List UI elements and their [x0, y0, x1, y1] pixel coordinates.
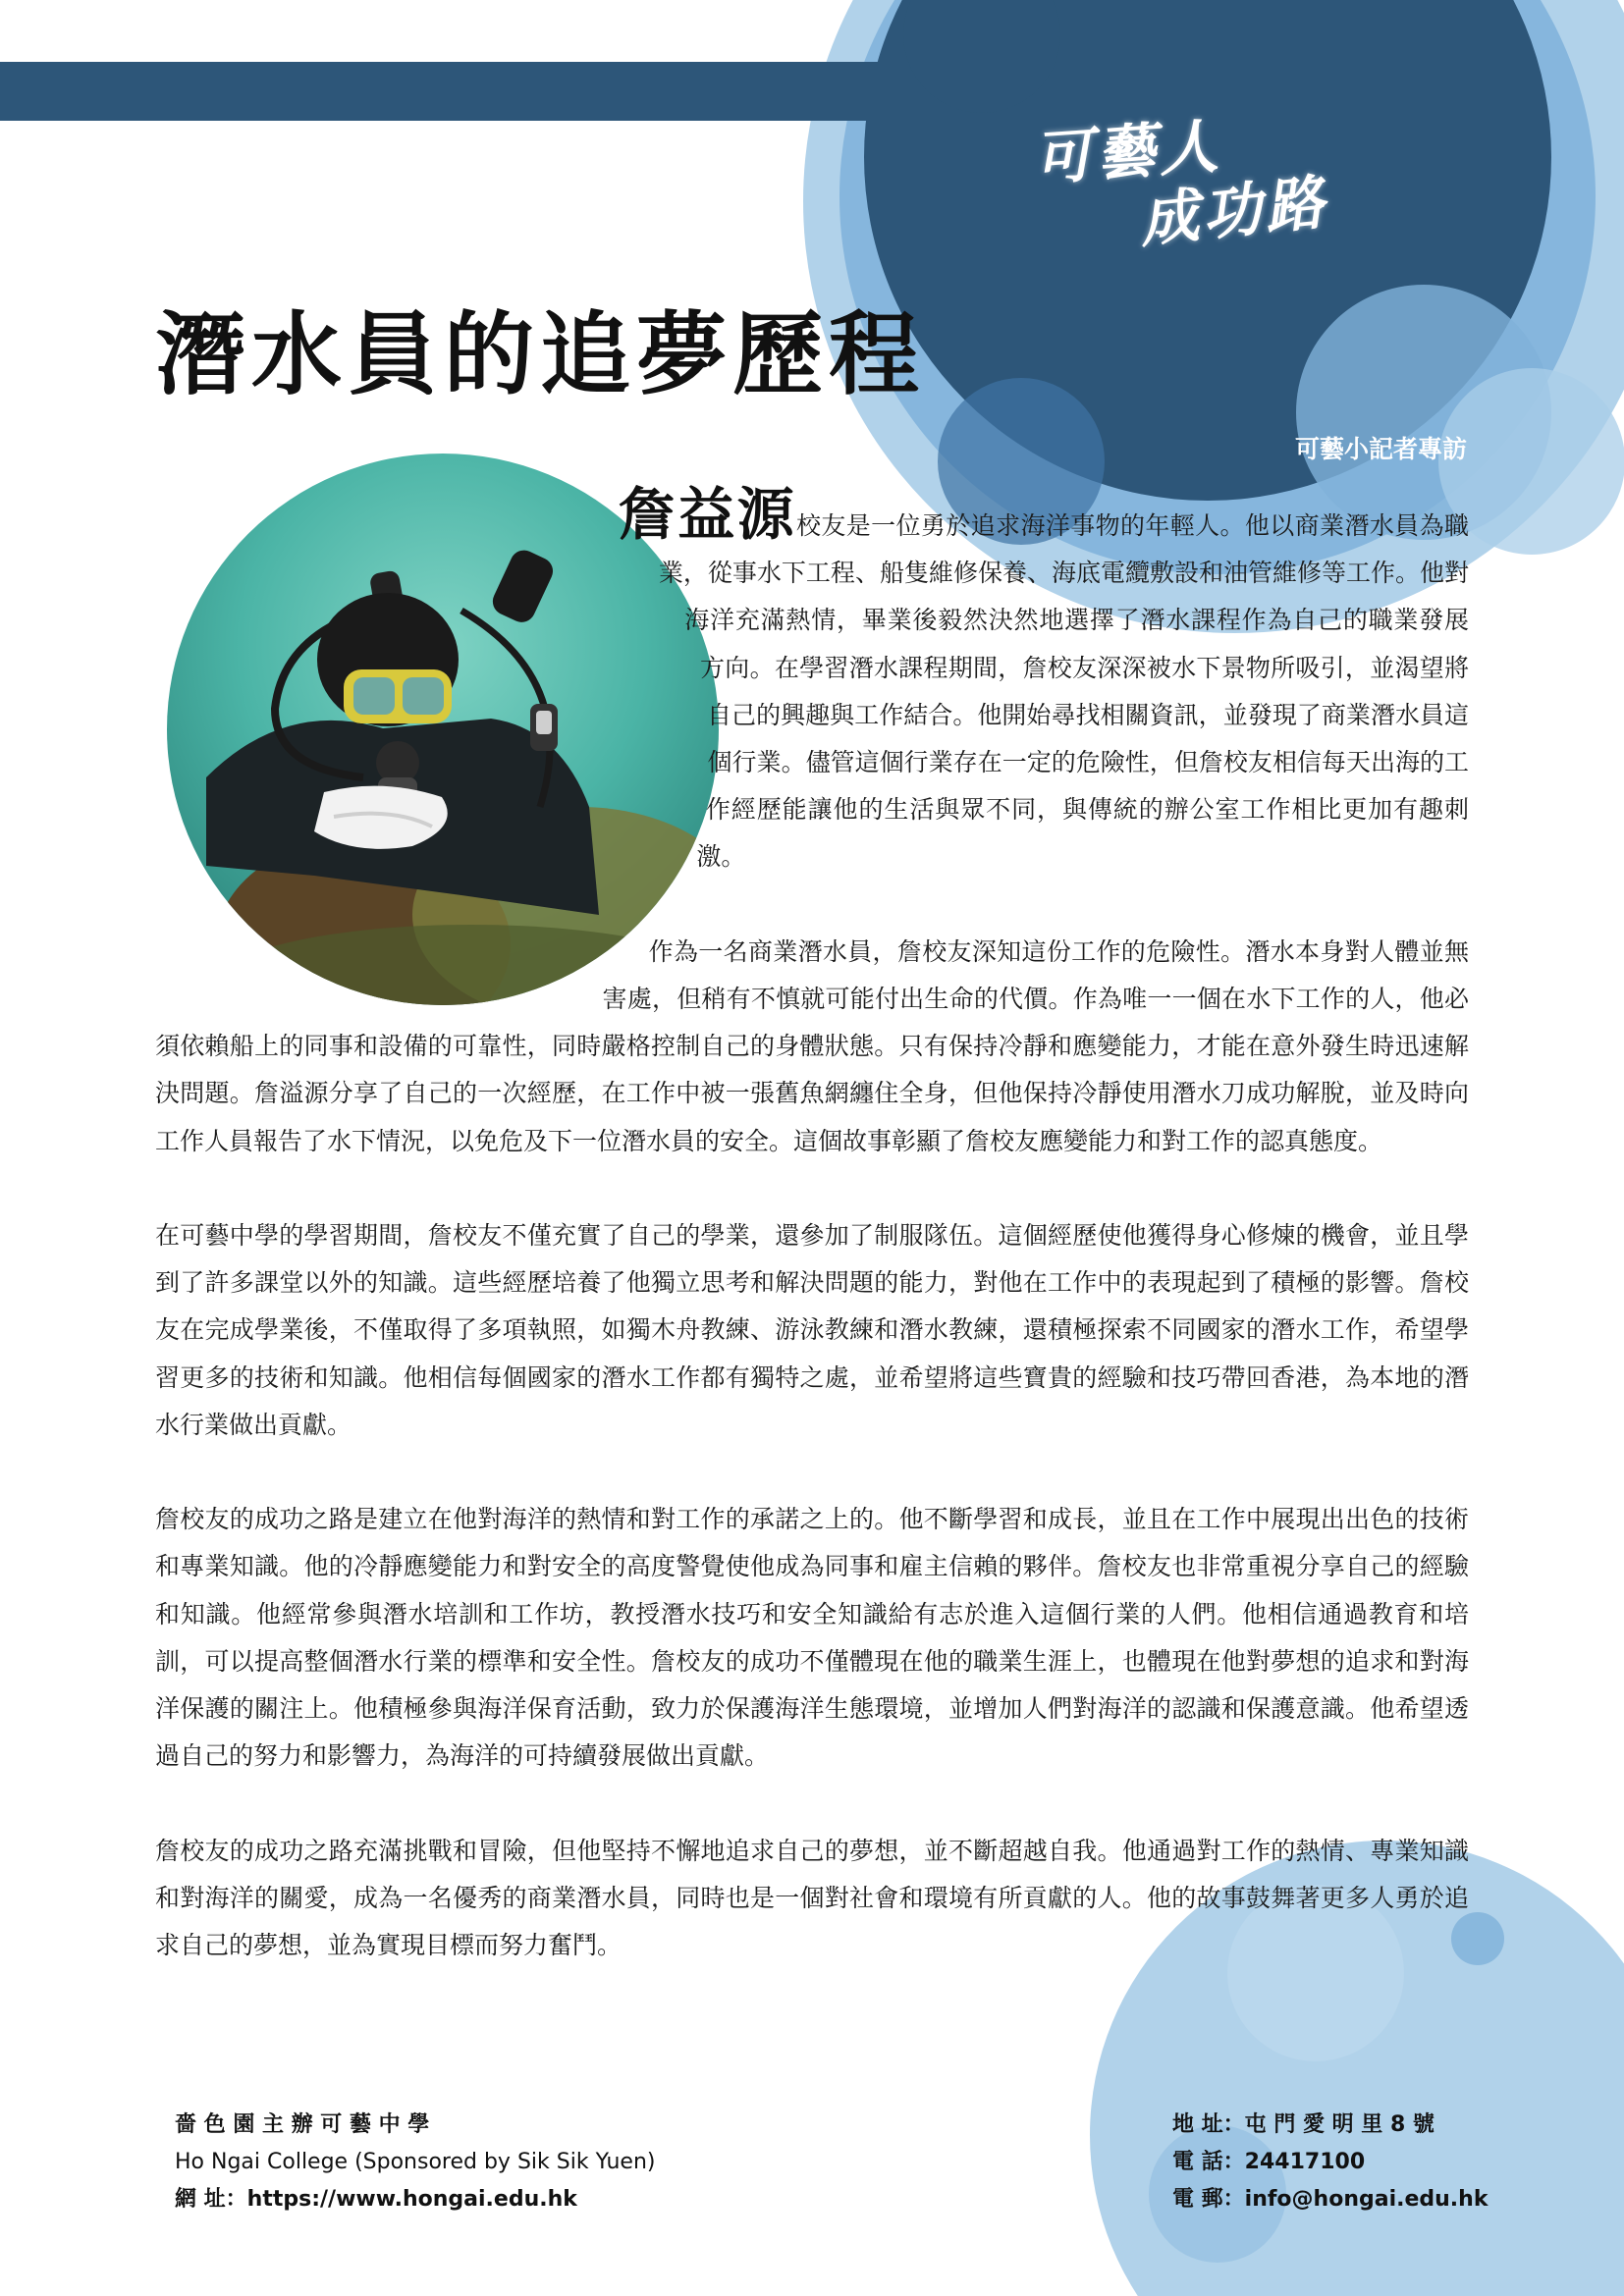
- school-english-name: Ho Ngai College (Sponsored by Sik Sik Yuen): [175, 2150, 656, 2174]
- school-address: 地 址：屯 門 愛 明 里 8 號: [1172, 2112, 1435, 2137]
- article-body: [155, 481, 1469, 2016]
- school-email[interactable]: 電 郵：info@hongai.edu.hk: [1172, 2187, 1489, 2212]
- interviewee-name: 詹益源: [618, 481, 796, 548]
- footer-school-info: [175, 2107, 656, 2218]
- footer-contact-info: [1172, 2107, 1488, 2218]
- header-bar: [0, 62, 903, 121]
- article-paragraph-5: 詹校友的成功之路充滿挑戰和冒險，但他堅持不懈地追求自己的夢想，並不斷超越自我。他通過對工作的熱情、專業知識和對海洋的關愛，成為一名優秀的商業潛水員，同時也是一個對社會和環境有所貢獻的人。他的故事鼓舞著更多人勇於追求自己的夢想，並為實現目標而努力奮鬥。: [155, 1836, 1469, 1960]
- logo-line-2: 成功路: [1136, 168, 1331, 256]
- logo-line-1: 可藝人: [1031, 112, 1224, 194]
- paragraph-1-text: 校友是一位勇於追求海洋事物的年輕人。他以商業潛水員為職業，從事水下工程、船隻維修保養、海底電纜敷設和油管維修等工作。他對海洋充滿熱情，畢業後毅然決然地選擇了潛水課程作為自己的職業發展方向。在學習潛水課程期間，詹校友深深被水下景物所吸引，並渴望將自己的興趣與工作結合。他開始尋找相關資訊，並發現了商業潛水員這個行業。儘管這個行業存在一定的危險性，但詹校友相信每天出海的工作經歷能讓他的生活與眾不同，與傳統的辦公室工作相比更加有趣刺激。: [658, 511, 1469, 872]
- school-phone: 電 話：24417100: [1172, 2150, 1366, 2174]
- article-paragraph-3: 在可藝中學的學習期間，詹校友不僅充實了自己的學業，還參加了制服隊伍。這個經歷使他獲得身心修煉的機會，並且學到了許多課堂以外的知識。這些經歷培養了他獨立思考和解決問題的能力，對他在工作中的表現起到了積極的影響。詹校友在完成學業後，不僅取得了多項執照，如獨木舟教練、游泳教練和潛水教練，還積極探索不同國家的潛水工作，希望學習更多的技術和知識。他相信每個國家的潛水工作都有獨特之處，並希望將這些寶貴的經驗和技巧帶回香港，為本地的潛水行業做出貢獻。: [155, 1221, 1469, 1439]
- school-website[interactable]: 網 址：https://www.hongai.edu.hk: [175, 2187, 577, 2212]
- byline: 可藝小記者專訪: [1294, 435, 1467, 463]
- school-chinese-name: 嗇 色 園 主 辦 可 藝 中 學: [175, 2112, 430, 2137]
- article-paragraph-2: 作為一名商業潛水員，詹校友深知這份工作的危險性。潛水本身對人體並無害處，但稍有不慎就可能付出生命的代價。作為唯一一個在水下工作的人，他必須依賴船上的同事和設備的可靠性，同時嚴格控制自己的身體狀態。只有保持冷靜和應變能力，才能在意外發生時迅速解決問題。詹溢源分享了自己的一次經歷，在工作中被一張舊魚網纏住全身，但他保持冷靜使用潛水刀成功解脫，並及時向工作人員報告了水下情況，以免危及下一位潛水員的安全。這個故事彰顯了詹校友應變能力和對工作的認真態度。: [155, 936, 1469, 1155]
- page-title: 潛水員的追夢歷程: [155, 302, 926, 407]
- article-paragraph-4: 詹校友的成功之路是建立在他對海洋的熱情和對工作的承諾之上的。他不斷學習和成長，並且在工作中展現出出色的技術和專業知識。他的冷靜應變能力和對安全的高度警覺使他成為同事和雇主信賴的夥伴。詹校友也非常重視分享自己的經驗和知識。他經常參與潛水培訓和工作坊，教授潛水技巧和安全知識給有志於進入這個行業的人們。他相信通過教育和培訓，可以提高整個潛水行業的標準和安全性。詹校友的成功不僅體現在他的職業生涯上，也體現在他對夢想的追求和對海洋保護的關注上。他積極參與海洋保育活動，致力於保護海洋生態環境，並增加人們對海洋的認識和保護意識。他希望透過自己的努力和影響力，為海洋的可持續發展做出貢獻。: [155, 1505, 1469, 1771]
